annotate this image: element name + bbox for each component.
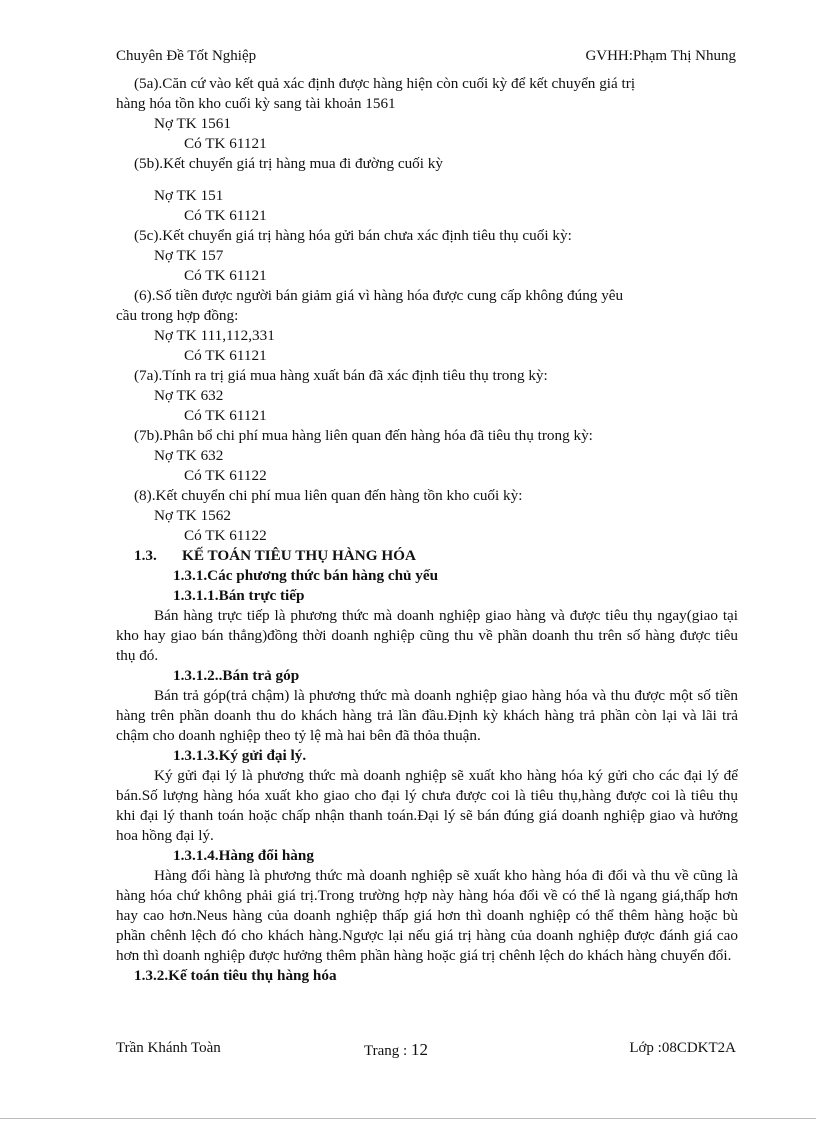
entry-line: (7b).Phân bổ chi phí mua hàng liên quan đến hàng hóa đã tiêu thụ trong kỳ: <box>134 427 593 444</box>
page-header <box>116 48 736 70</box>
method-heading-installment: 1.3.1.2..Bán trả góp <box>173 667 300 684</box>
method-heading-barter: 1.3.1.4.Hàng đổi hàng <box>173 847 314 864</box>
entry-line: Nợ TK 157 <box>154 247 224 264</box>
page-bottom-line <box>0 1118 816 1119</box>
entry-line: (5b).Kết chuyển giá trị hàng mua đi đường cuối kỳ <box>134 155 443 172</box>
method-heading-direct: 1.3.1.1.Bán trực tiếp <box>173 587 305 604</box>
journal-entries <box>116 74 738 546</box>
page-footer <box>116 1040 736 1062</box>
page-number: 12 <box>410 1040 428 1059</box>
entry-line: (5c).Kết chuyển giá trị hàng hóa gửi bán chưa xác định tiêu thụ cuối kỳ: <box>134 227 572 244</box>
subsection-heading: 1.3.1.Các phương thức bán hàng chủ yếu <box>173 567 439 584</box>
entry-line: (6).Số tiền được người bán giảm giá vì hàng hóa được cung cấp không đúng yêu <box>134 287 624 304</box>
method-text-consignment: Ký gửi đại lý là phương thức mà doanh nghiệp sẽ xuất kho hàng hóa ký gửi cho các đại lý để bán.Số lượng hàng hóa xuất kho giao cho đại lý chưa được coi là tiêu thụ,hàng được coi là tiêu thụ khi đại lý thanh toán hoặc chấp nhận thanh toán.Đại lý sẽ bán đúng giá doanh nghiệp giao và hưởng hoa hồng đại lý. <box>116 767 738 844</box>
entry-line: Có TK 61121 <box>184 407 267 424</box>
method-heading-consignment: 1.3.1.3.Ký gửi đại lý. <box>173 747 307 764</box>
header-supervisor: GVHH:Phạm Thị Nhung <box>585 48 736 64</box>
footer-page: Trang : 12 <box>364 1040 428 1059</box>
entry-line: Có TK 61121 <box>184 267 267 284</box>
method-text-barter: Hàng đổi hàng là phương thức mà doanh nghiệp sẽ xuất kho hàng hóa đi đổi và thu về cũng là hàng hóa chứ không phải giá trị.Trong trường hợp này hàng hóa đổi về có thể là ngang giá,thấp hơn hay cao hơn.Neus hàng của doanh nghiệp thấp giá hơn thì doanh nghiệp có thể thêm hàng hoặc bù phần chênh lệch đó cho khách hàng.Ngược lại nếu giá trị hàng của doanh nghiệp được đánh giá cao hơn thì doanh nghiệp được hưởng thêm phần hàng hoặc giá trị chênh lệch do khách hàng chuyển đổi. <box>116 867 738 964</box>
entry-line: Có TK 61121 <box>184 135 267 152</box>
entry-line: (5a).Căn cứ vào kết quả xác định được hàng hiện còn cuối kỳ để kết chuyển giá trị <box>134 75 636 92</box>
entry-line: hàng hóa tồn kho cuối kỳ sang tài khoản 1561 <box>116 95 396 112</box>
entry-line: Nợ TK 151 <box>154 187 224 204</box>
entry-line: (8).Kết chuyển chi phí mua liên quan đến hàng tồn kho cuối kỳ: <box>134 487 523 504</box>
entry-line: Nợ TK 111,112,331 <box>154 327 275 344</box>
entry-line: Có TK 61121 <box>184 207 267 224</box>
section-heading: 1.3. KẾ TOÁN TIÊU THỤ HÀNG HÓA <box>134 547 416 564</box>
header-title: Chuyên Đề Tốt Nghiệp <box>116 48 257 64</box>
blank-line <box>116 174 738 186</box>
entry-line: cầu trong hợp đồng: <box>116 307 239 324</box>
footer-author: Trần Khánh Toàn <box>116 1040 221 1056</box>
document-body <box>116 74 738 986</box>
entry-line: Có TK 61122 <box>184 527 267 544</box>
entry-line: Nợ TK 632 <box>154 447 224 464</box>
subsection-heading-2: 1.3.2.Kế toán tiêu thụ hàng hóa <box>134 967 337 984</box>
entry-line: Nợ TK 1562 <box>154 507 231 524</box>
entry-line: Nợ TK 1561 <box>154 115 231 132</box>
method-text-installment: Bán trả góp(trả chậm) là phương thức mà doanh nghiệp giao hàng hóa và thu được một số tiền hàng trên phần doanh thu do khách hàng trả lần đầu.Định kỳ khách hàng trả phần còn lại và lãi trả chậm cho doanh nghiệp theo tỷ lệ mà hai bên đã thỏa thuận. <box>116 687 738 744</box>
method-text-direct: Bán hàng trực tiếp là phương thức mà doanh nghiệp giao hàng và được tiêu thụ ngay(giao tại kho hay giao bán thẳng)đồng thời doanh nghiệp cũng thu về phần doanh thu trên số hàng được tiêu thụ đó. <box>116 607 738 664</box>
entry-line: (7a).Tính ra trị giá mua hàng xuất bán đã xác định tiêu thụ trong kỳ: <box>134 367 548 384</box>
footer-class: Lớp :08CDKT2A <box>629 1040 736 1056</box>
entry-line: Nợ TK 632 <box>154 387 224 404</box>
entry-line: Có TK 61122 <box>184 467 267 484</box>
entry-line: Có TK 61121 <box>184 347 267 364</box>
